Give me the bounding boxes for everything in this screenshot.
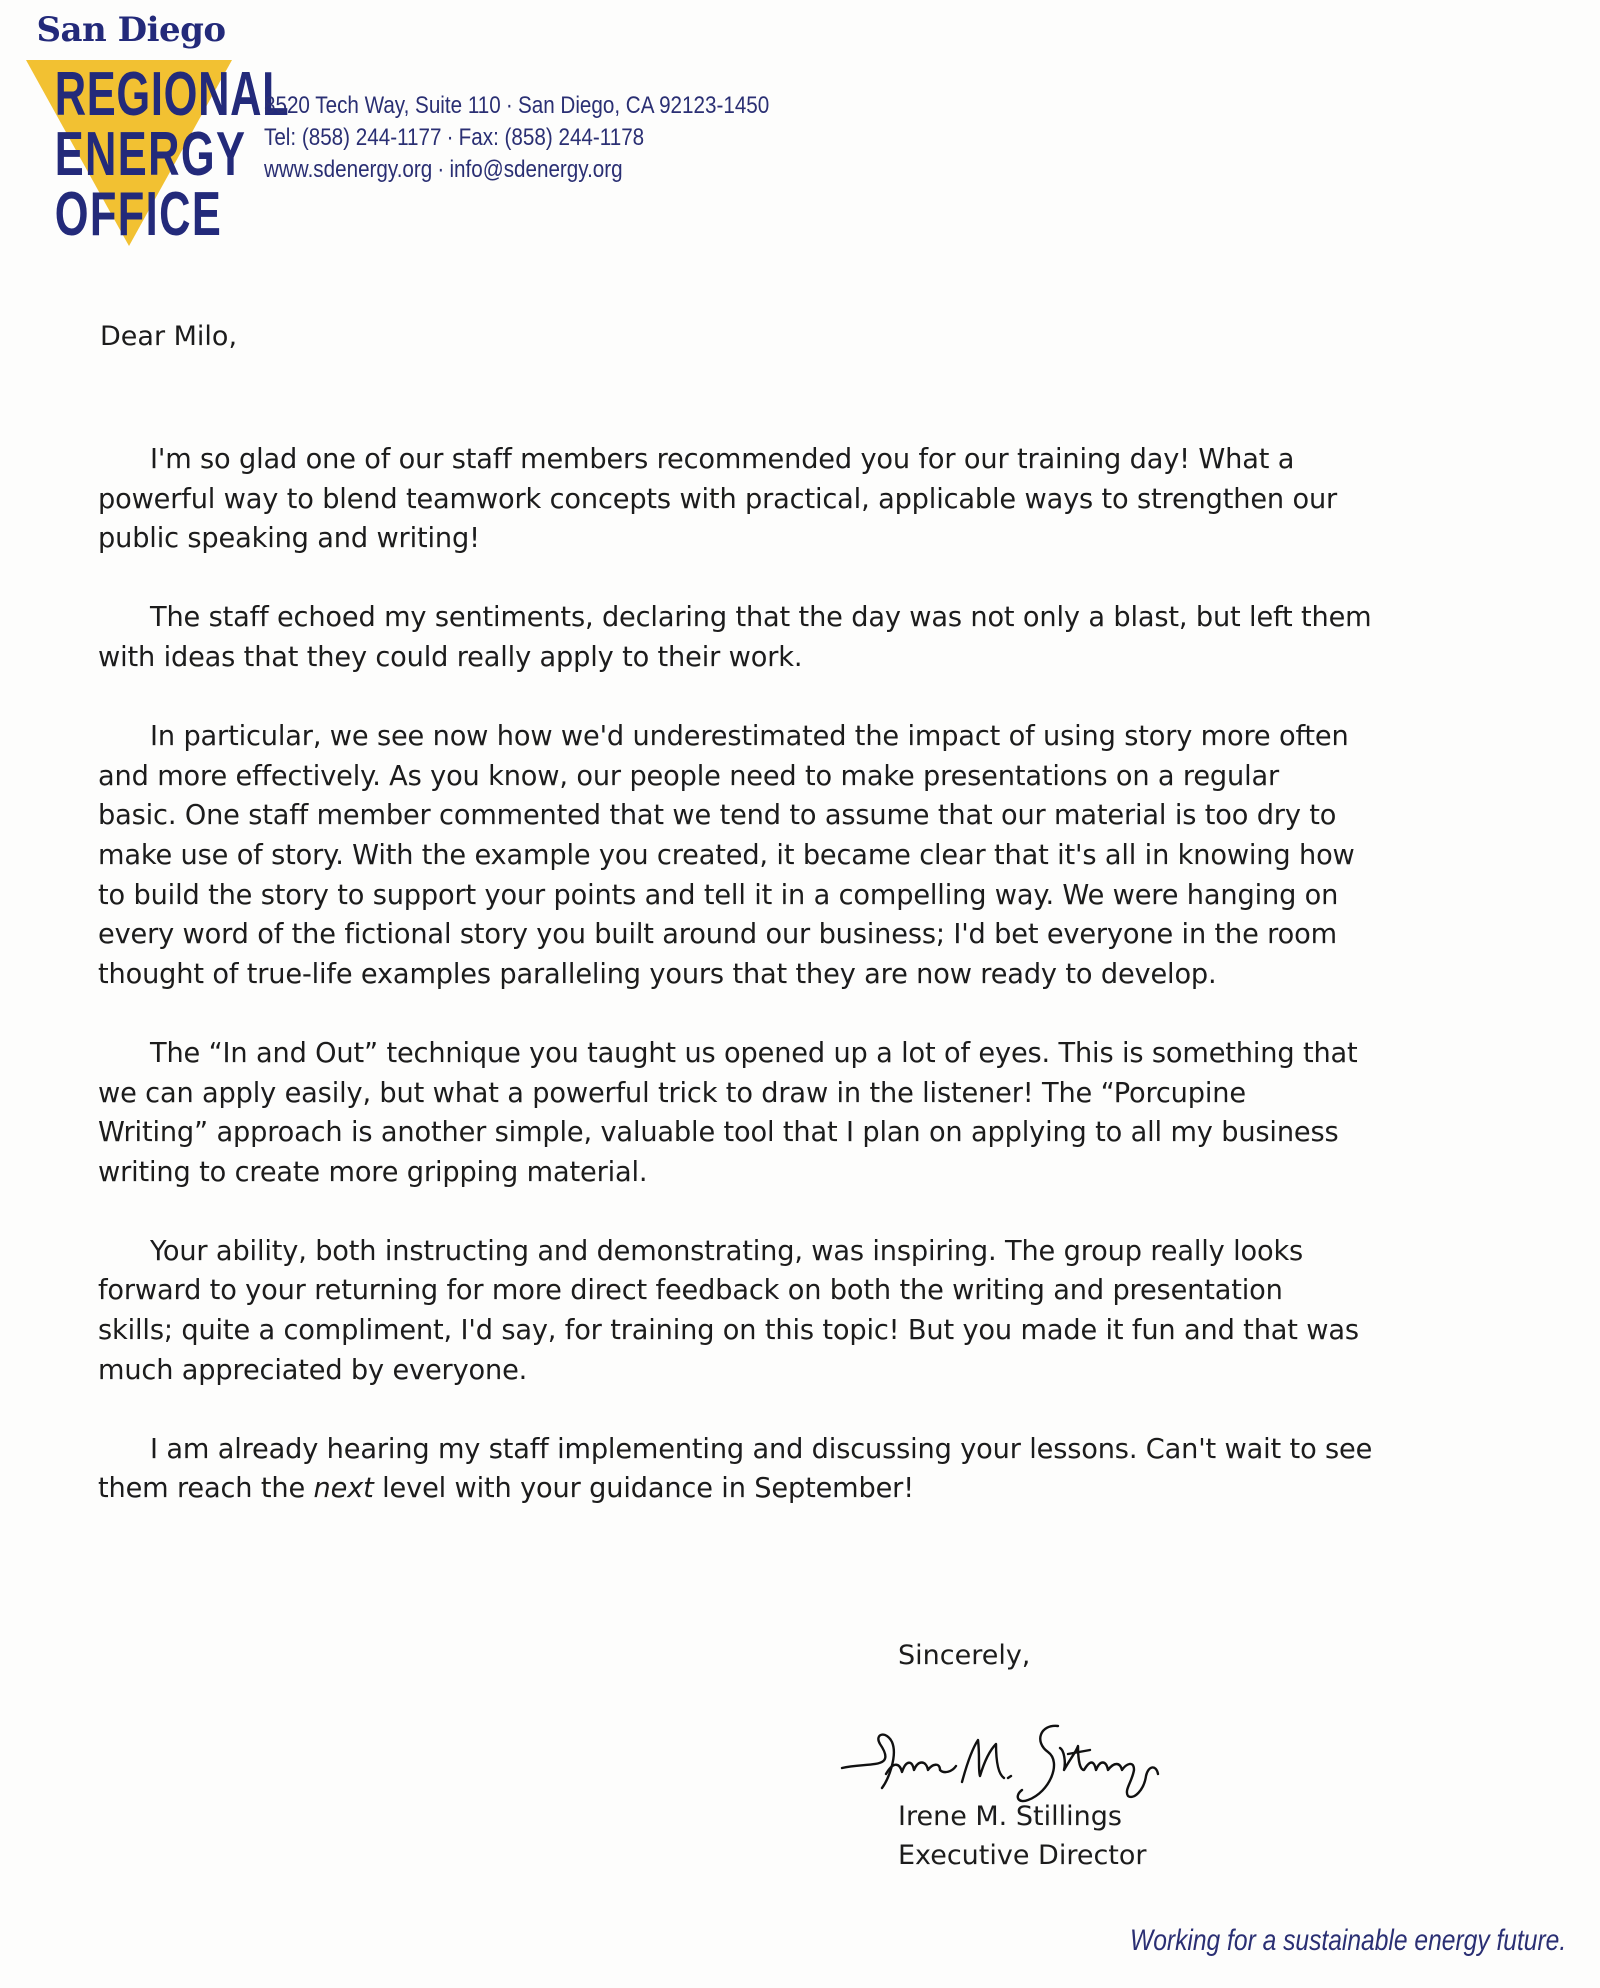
- address-city: San Diego, CA 92123-1450: [517, 92, 770, 119]
- address-tel: Tel: (858) 244-1177: [264, 124, 442, 151]
- address-separator: ·: [437, 156, 445, 183]
- body-line: we can apply easily, but what a powerful trick to draw in the listener! The “Porcupine: [98, 1077, 1246, 1109]
- paragraph-1: [98, 440, 1518, 559]
- address-street: 8520 Tech Way, Suite 110: [264, 92, 501, 119]
- handwritten-signature: [828, 1690, 1188, 1810]
- body-line: powerful way to blend teamwork concepts with practical, applicable ways to strengthen our: [98, 483, 1338, 515]
- body-line: In particular, we see now how we'd underestimated the impact of using story more often: [150, 721, 1349, 753]
- signer-title: Executive Director: [898, 1840, 1147, 1871]
- body-line: skills; quite a compliment, I'd say, for training on this topic! But you made it fun and that was: [98, 1315, 1359, 1347]
- footer-tagline: Working for a sustainable energy future.: [1130, 1924, 1567, 1957]
- address-separator: ·: [505, 92, 513, 119]
- address-web: www.sdenergy.org: [264, 156, 433, 183]
- sdreo-logo: [22, 10, 290, 250]
- logo-word-office: OFFICE: [54, 180, 223, 249]
- body-line: The staff echoed my sentiments, declaring that the day was not only a blast, but left them: [150, 602, 1372, 634]
- closing: Sincerely,: [898, 1640, 1031, 1671]
- paragraph-3: [98, 717, 1518, 994]
- signer-name: Irene M. Stillings: [898, 1801, 1122, 1832]
- address-separator: ·: [446, 124, 454, 151]
- body-line: with ideas that they could really apply to their work.: [98, 641, 803, 673]
- body-line: writing to create more gripping material.: [98, 1156, 648, 1188]
- body-line: every word of the fictional story you built around our business; I'd bet everyone in the room: [98, 919, 1337, 951]
- emphasis-next: next: [313, 1473, 374, 1505]
- address-email: info@sdenergy.org: [449, 156, 623, 183]
- body-line: Your ability, both instructing and demonstrating, was inspiring. The group really looks: [150, 1235, 1304, 1267]
- logo-word-regional: REGIONAL: [54, 60, 290, 129]
- body-line: much appreciated by everyone.: [98, 1354, 528, 1386]
- paragraph-2: [98, 598, 1518, 677]
- body-line: Writing” approach is another simple, valuable tool that I plan on applying to all my business: [98, 1117, 1339, 1149]
- salutation: Dear Milo,: [100, 321, 238, 352]
- body-line: public speaking and writing!: [98, 523, 480, 555]
- body-line-with-emphasis: [98, 1469, 1518, 1509]
- body-line: I'm so glad one of our staff members recommended you for our training day! What a: [150, 444, 1295, 475]
- address-line-2: [264, 122, 769, 154]
- body-line: basic. One staff member commented that we tend to assume that our material is too dry to: [98, 800, 1337, 832]
- body-line: I am already hearing my staff implementing and discussing your lessons. Can't wait to see: [150, 1433, 1373, 1465]
- paragraph-5: [98, 1232, 1518, 1390]
- body-text-run: them reach the: [98, 1473, 314, 1505]
- body-line: and more effectively. As you know, our people need to make presentations on a regular: [98, 760, 1280, 792]
- address-fax: Fax: (858) 244-1178: [458, 124, 645, 151]
- paragraph-6: [98, 1430, 1518, 1509]
- body-line: The “In and Out” technique you taught us opened up a lot of eyes. This is something that: [150, 1037, 1358, 1069]
- body-line: to build the story to support your points and tell it in a compelling way. We were hanging on: [98, 879, 1339, 911]
- logo-org-line: San Diego: [36, 10, 226, 50]
- paragraph-4: [98, 1034, 1518, 1192]
- body-text-run: level with your guidance in September!: [373, 1473, 914, 1505]
- address-line-1: [264, 90, 769, 122]
- signer-block: [898, 1797, 1147, 1875]
- address-line-3: [264, 154, 769, 186]
- body-line: forward to your returning for more direct feedback on both the writing and presentation: [98, 1275, 1283, 1307]
- body-line: make use of story. With the example you created, it became clear that it's all in knowing how: [98, 839, 1355, 871]
- letterhead-address: [264, 90, 769, 186]
- logo-word-energy: ENERGY: [54, 120, 247, 189]
- body-line: thought of true-life examples paralleling yours that they are now ready to develop.: [98, 958, 1217, 990]
- letter-body: [98, 440, 1518, 1549]
